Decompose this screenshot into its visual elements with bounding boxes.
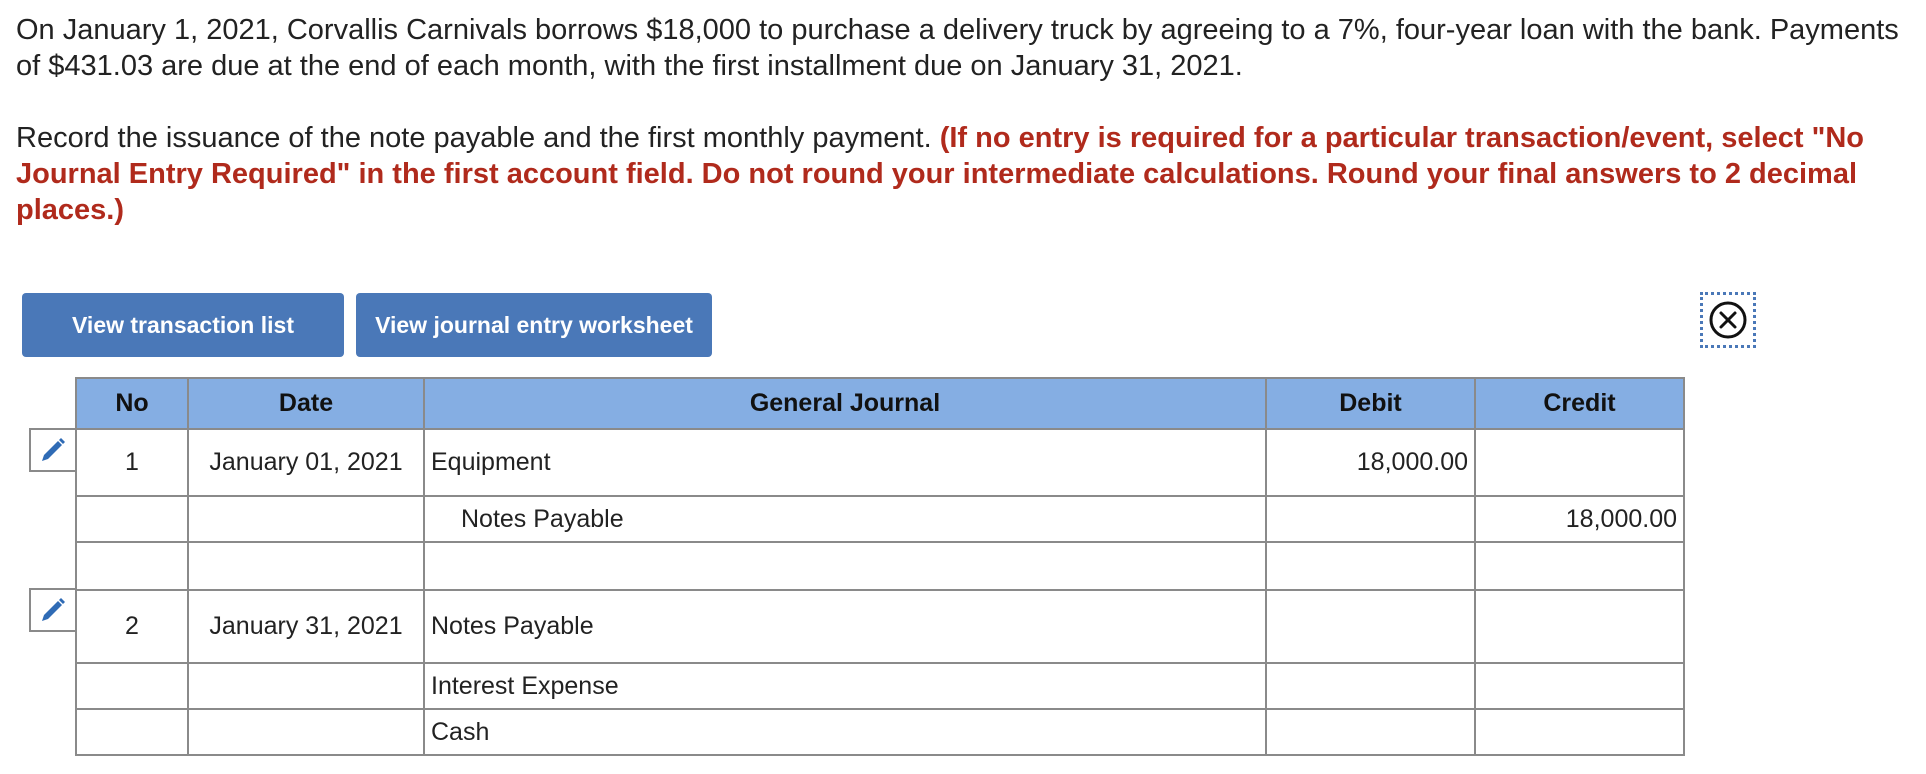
row-no	[76, 663, 188, 709]
header-debit: Debit	[1266, 378, 1475, 429]
edit-entry-1-button[interactable]	[29, 428, 75, 472]
row-no	[76, 496, 188, 542]
row-account: Equipment	[424, 429, 1266, 496]
problem-scenario: On January 1, 2021, Corvallis Carnivals borrows $18,000 to purchase a delivery truck by agreeing to a 7%, four-year loan with the bank. Payments of $431.03 are due at the end of each month, with the first installment due on January 31, 2021.	[16, 14, 1899, 82]
row-no: 2	[76, 590, 188, 663]
row-date: January 01, 2021	[188, 429, 424, 496]
journal-table	[75, 377, 1685, 756]
row-debit	[1266, 590, 1475, 663]
table-row	[76, 542, 1684, 590]
row-credit	[1475, 542, 1684, 590]
pencil-icon	[38, 595, 68, 625]
instruction-note: (If no entry is required for a particular transaction/event, select "No Journal Entry Required" in the first account field. Do not round your intermediate calculations. Round your final answers to 2 decimal places.)	[16, 122, 1864, 226]
header-no: No	[76, 378, 188, 429]
header-general-journal: General Journal	[424, 378, 1266, 429]
close-button[interactable]	[1700, 292, 1756, 348]
problem-instruction	[16, 120, 1916, 228]
row-account: Interest Expense	[424, 663, 1266, 709]
row-debit	[1266, 663, 1475, 709]
table-row	[76, 709, 1684, 755]
row-no: 1	[76, 429, 188, 496]
row-date: January 31, 2021	[188, 590, 424, 663]
problem-statement	[16, 12, 1916, 228]
row-date	[188, 542, 424, 590]
row-account: Cash	[424, 709, 1266, 755]
row-account: Notes Payable	[424, 496, 1266, 542]
row-credit	[1475, 590, 1684, 663]
row-no	[76, 709, 188, 755]
close-icon	[1707, 299, 1749, 341]
table-row	[76, 590, 1684, 663]
row-credit	[1475, 429, 1684, 496]
row-debit	[1266, 496, 1475, 542]
pencil-icon	[38, 435, 68, 465]
edit-entry-2-button[interactable]	[29, 588, 75, 632]
table-row	[76, 429, 1684, 496]
view-transaction-list-button[interactable]: View transaction list	[22, 293, 344, 357]
row-credit	[1475, 663, 1684, 709]
row-account	[424, 542, 1266, 590]
row-date	[188, 663, 424, 709]
row-date	[188, 709, 424, 755]
header-date: Date	[188, 378, 424, 429]
instruction-text: Record the issuance of the note payable and the first monthly payment.	[16, 122, 932, 154]
row-no	[76, 542, 188, 590]
table-row	[76, 663, 1684, 709]
header-credit: Credit	[1475, 378, 1684, 429]
row-debit	[1266, 709, 1475, 755]
row-credit: 18,000.00	[1475, 496, 1684, 542]
row-debit	[1266, 542, 1475, 590]
row-date	[188, 496, 424, 542]
row-debit: 18,000.00	[1266, 429, 1475, 496]
table-row	[76, 496, 1684, 542]
row-account: Notes Payable	[424, 590, 1266, 663]
view-journal-entry-worksheet-button[interactable]: View journal entry worksheet	[356, 293, 712, 357]
journal-header-row	[76, 378, 1684, 429]
row-credit	[1475, 709, 1684, 755]
